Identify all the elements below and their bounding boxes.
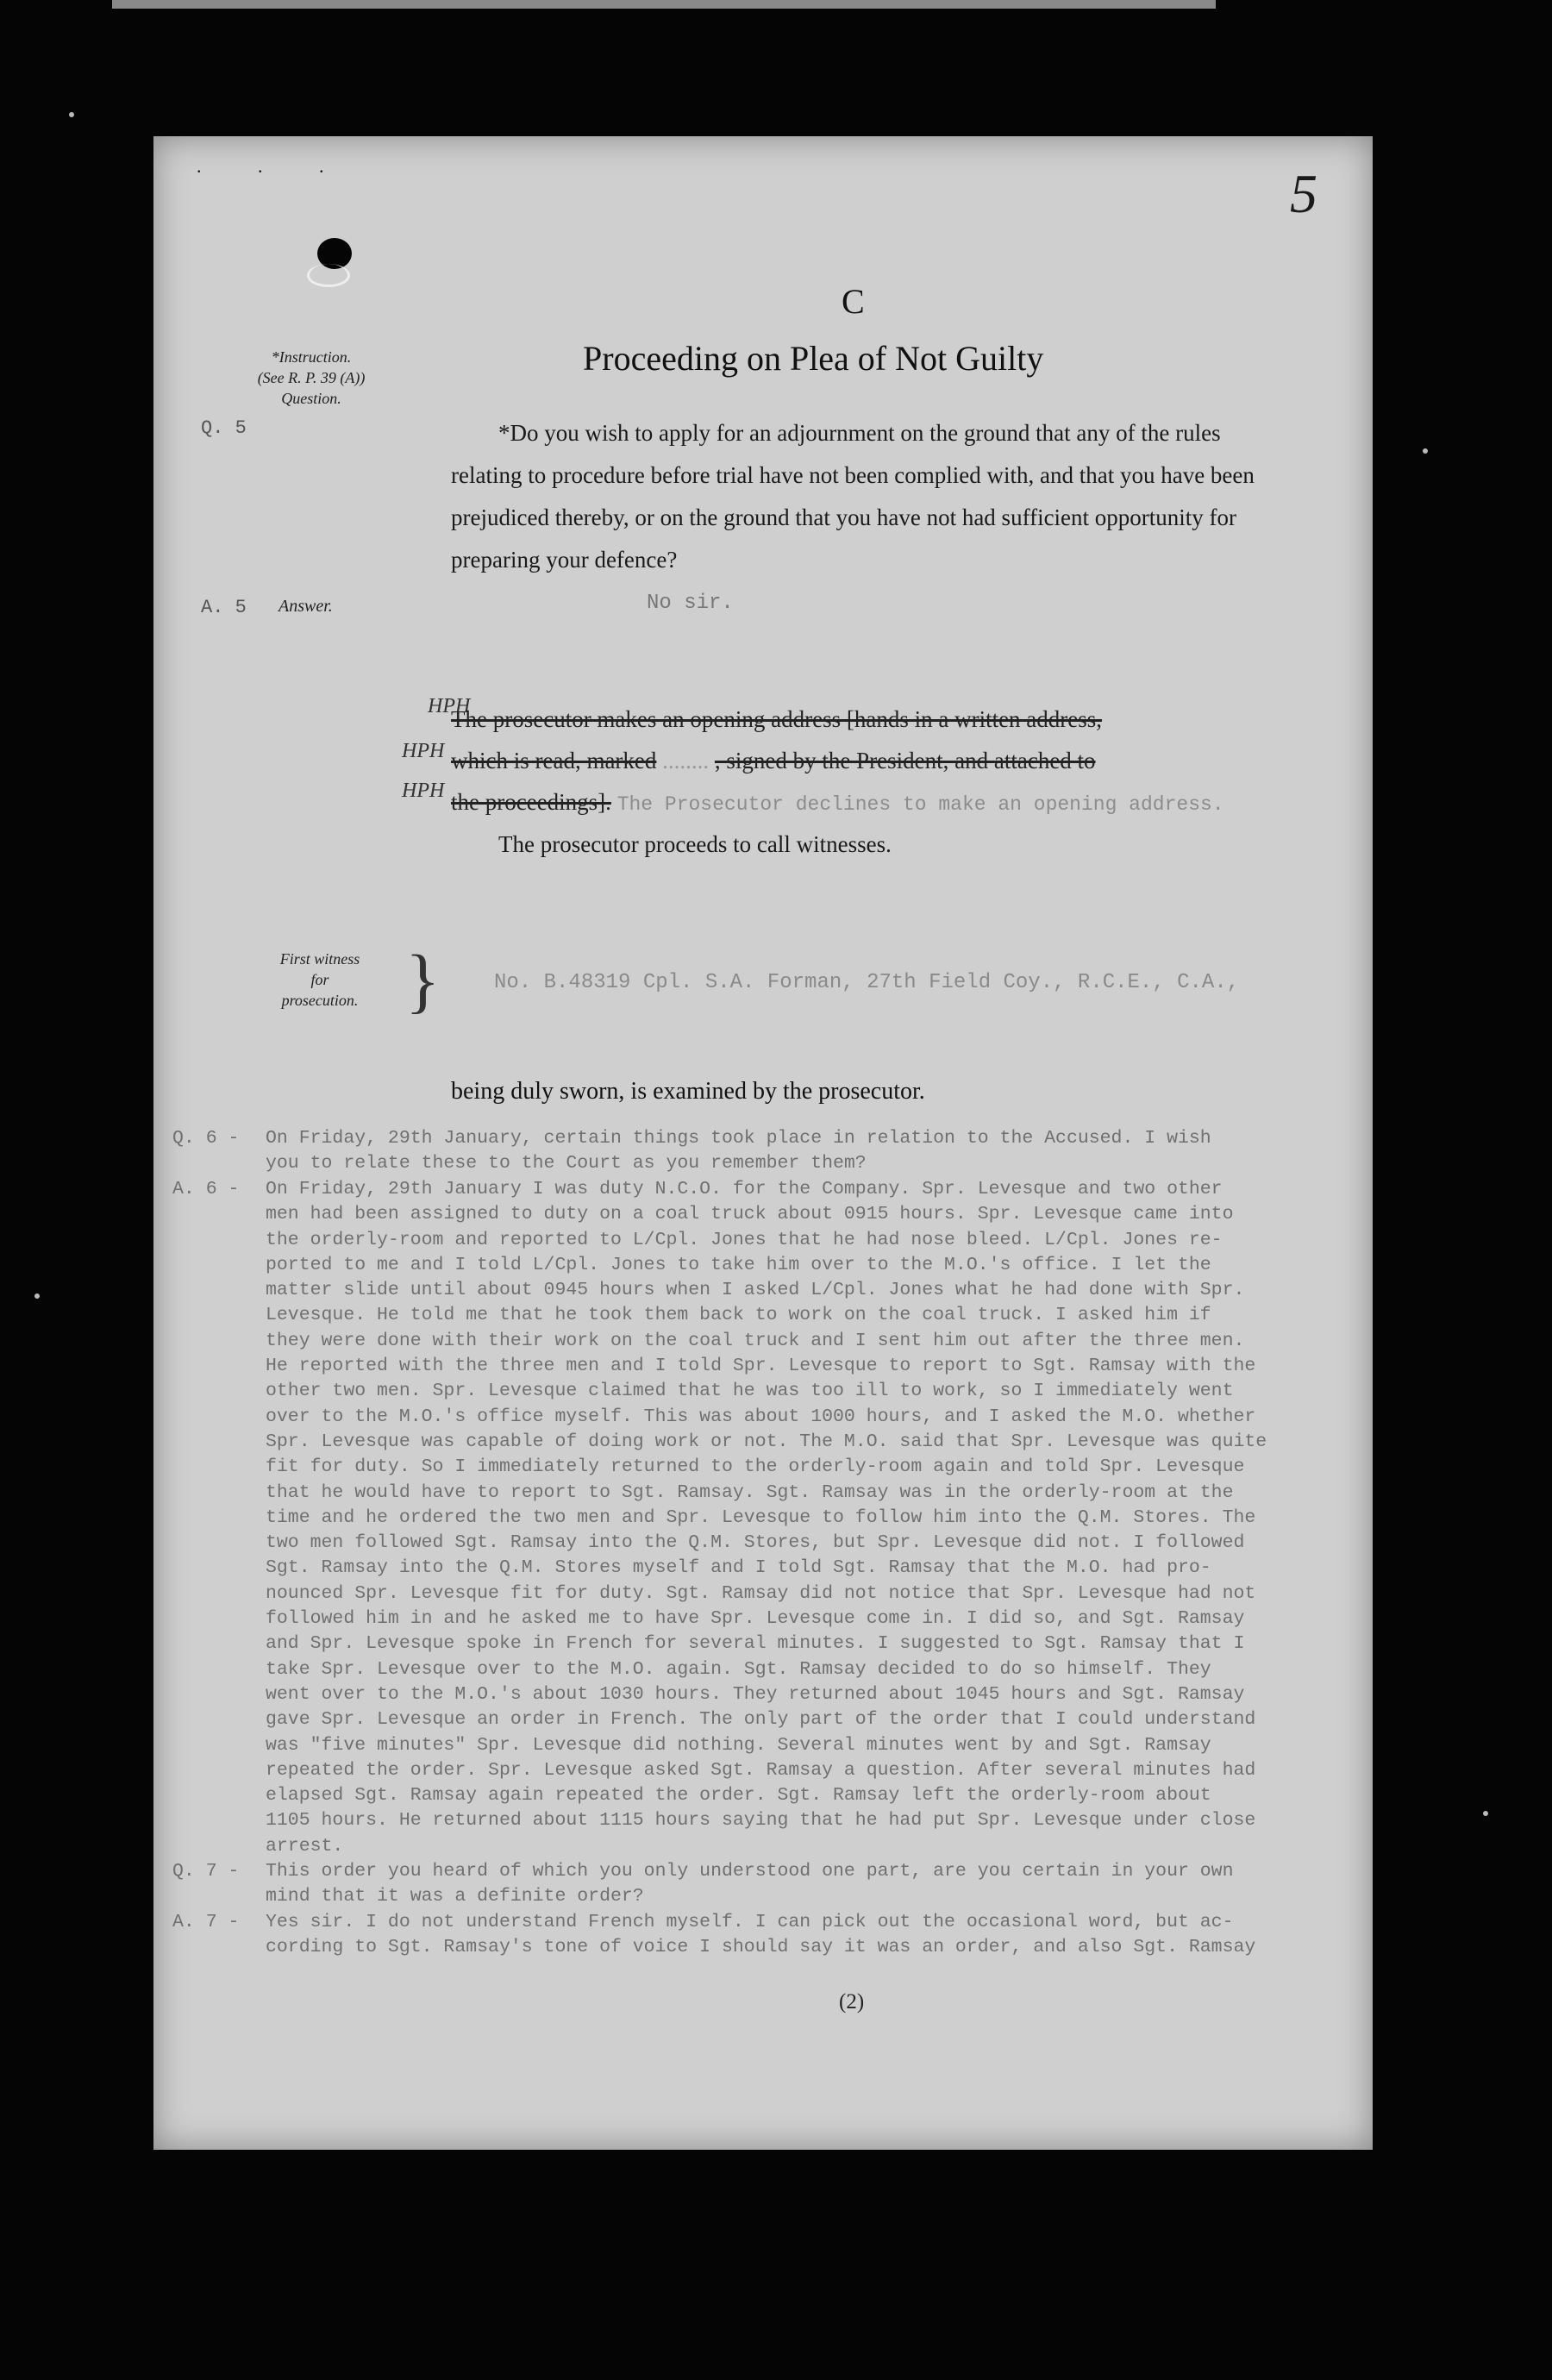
qa-entry	[172, 1910, 1373, 1961]
qa-text: This order you heard of which you only understood one part, are you certain in your own mind that it was a definite order?	[266, 1861, 1234, 1907]
page-number: (2)	[839, 1990, 865, 2014]
qa-label: Q. 6 -	[172, 1128, 240, 1149]
margin-marks: . . .	[197, 155, 350, 177]
document-page	[153, 136, 1373, 2150]
question-label: Question.	[281, 390, 341, 407]
instruction-label: *Instruction.	[271, 348, 352, 366]
witness-label-line: First witness	[279, 950, 360, 968]
prosecutor-calls-line: The prosecutor proceeds to call witnesses.	[498, 831, 892, 857]
qa-text: On Friday, 29th January, certain things took place in relation to the Accused. I wish you to relate these to the Court as you remember them?	[266, 1128, 1211, 1174]
instruction-margin-note	[247, 347, 376, 409]
blank-field: ........	[662, 748, 710, 774]
qa-entry	[172, 1859, 1373, 1910]
typed-insert: The Prosecutor declines to make an opening address.	[616, 793, 1224, 816]
answer-label: Answer.	[278, 597, 333, 616]
a5-margin-number: A. 5	[201, 597, 247, 618]
handwritten-initials: HPH	[402, 780, 445, 802]
q5-text: *Do you wish to apply for an adjournment on the ground that any of the rules relating to procedure before trial have not been complied with, and that you have been prejudiced thereby, or on the ground that you have not had sufficient opportunity for preparing your defence?	[451, 420, 1255, 573]
sworn-line: being duly sworn, is examined by the prosecutor.	[451, 1078, 925, 1105]
film-speck	[1483, 1811, 1488, 1816]
struck-line: which is read, marked	[451, 748, 657, 774]
film-speck	[34, 1293, 40, 1299]
witness-label-line: for	[310, 971, 329, 988]
a5-text: No sir.	[647, 592, 734, 615]
struck-line: the proceedings].	[451, 789, 611, 815]
q5-margin-number: Q. 5	[201, 417, 247, 439]
witness-label-line: prosecution.	[281, 992, 359, 1009]
punch-hole-ring-icon	[307, 264, 350, 287]
struck-opening-address	[451, 698, 1365, 825]
qa-text: On Friday, 29th January I was duty N.C.O. for the Company. Spr. Levesque and two other men had been assigned to duty on a coal truck about 0915 hours. Spr. Levesque came into the orderly-room and reported to L/Cpl. Jones that he had nose bleed. L/Cpl. Jones re- ported to me and I told L/Cpl. Jones to take him over to the M.O.'s office. I let the matter slide until about 0945 hours when I asked L/Cpl. Jones what he had done with Spr. Levesque. He told me that he took them back to work on the coal truck. I asked him if they were done with their work on the coal truck and I sent him out after the three men. He reported with the three men and I told Spr. Levesque to report to Sgt. Ramsay with the other two men. Spr. Levesque claimed that he was too ill to work, so I immediately went over to the M.O.'s office myself. This was about 1000 hours, and I asked the M.O. whether Spr. Levesque was capable of doing work or not. The M.O. said that Spr. Levesque was quite fit for duty. So I immediately returned to the orderly-room again and told Spr. Levesque that he would have to report to Sgt. Ramsay. Sgt. Ramsay was in the orderly-room at the time and he ordered the two men and Spr. Levesque to follow him into the Q.M. Stores. The two men followed Sgt. Ramsay into the Q.M. Stores, but Spr. Levesque did not. I followed Sgt. Ramsay into the Q.M. Stores myself and I told Sgt. Ramsay that the M.O. had pro- nounced Spr. Levesque fit for duty. Sgt. Ramsay did not notice that Spr. Levesque had not followed him in and he asked me to have Spr. Levesque come in. I did so, and Sgt. Ramsay and Spr. Levesque spoke in French for several minutes. I suggested to Sgt. Ramsay that I take Spr. Levesque over to the M.O. again. Sgt. Ramsay decided to do so himself. They went over to the M.O.'s about 1030 hours. They returned about 1045 hours and Sgt. Ramsay gave Spr. Levesque an order in French. The only part of the order that I could understand was "five minutes" Spr. Levesque did nothing. Several minutes went by and Sgt. Ramsay repeated the order. Spr. Levesque asked Sgt. Ramsay a question. After several minutes had elapsed Sgt. Ramsay again repeated the order. Sgt. Ramsay left the orderly-room about 1105 hours. He returned about 1115 hours saying that he had put Spr. Levesque under close arrest.	[266, 1179, 1267, 1857]
handwritten-initials: HPH	[428, 695, 471, 717]
qa-label: A. 6 -	[172, 1179, 240, 1199]
struck-line: , signed by the President, and attached to	[714, 748, 1096, 774]
qa-entry	[172, 1177, 1373, 1859]
brace-icon: }	[405, 941, 441, 1021]
film-speck	[1423, 448, 1428, 454]
page-title: Proceeding on Plea of Not Guilty	[583, 339, 1044, 378]
instruction-reference: (See R. P. 39 (A))	[257, 369, 366, 386]
qa-text: Yes sir. I do not understand French myself. I can pick out the occasional word, but ac- cording to Sgt. Ramsay's tone of voice I should say it was an order, and also Sgt. Ramsay	[266, 1912, 1256, 1958]
qa-entry	[172, 1126, 1373, 1177]
first-witness-label	[238, 949, 402, 1011]
witness-name: No. B.48319 Cpl. S.A. Forman, 27th Field Coy., R.C.E., C.A.,	[494, 971, 1240, 994]
struck-line: The prosecutor makes an opening address [hands in a written address,	[451, 706, 1103, 732]
handwritten-initials: HPH	[402, 740, 445, 762]
section-letter: C	[842, 282, 865, 321]
qa-label: Q. 7 -	[172, 1861, 240, 1882]
handwritten-page-number: 5	[1290, 163, 1317, 224]
film-edge	[112, 0, 1216, 9]
qa-label: A. 7 -	[172, 1912, 240, 1932]
film-speck	[69, 112, 74, 117]
